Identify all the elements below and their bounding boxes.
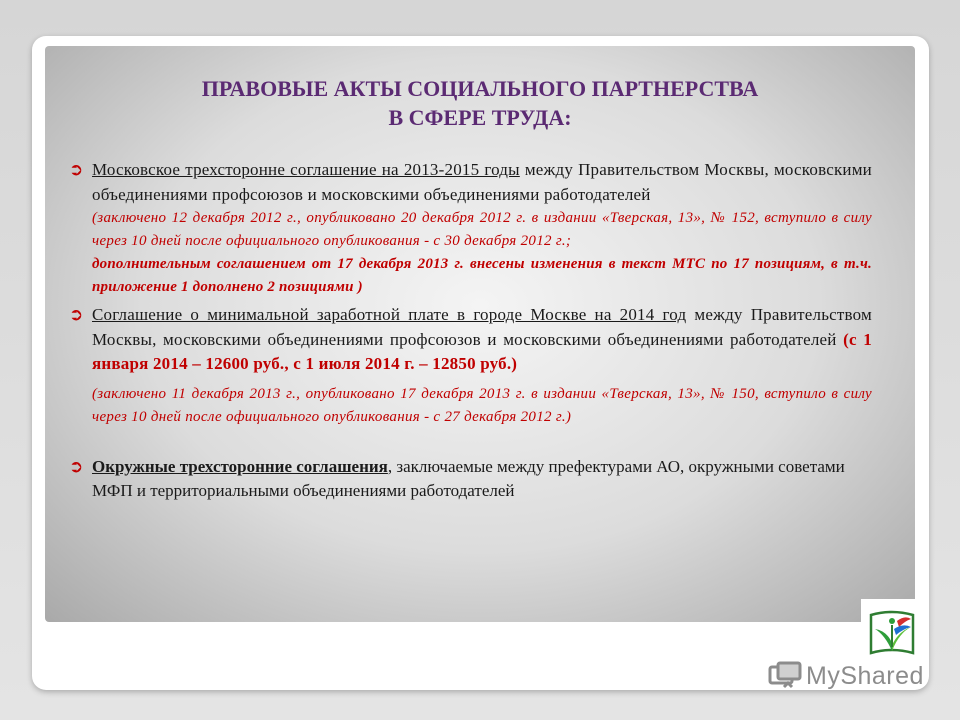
myshared-logo-icon <box>768 661 802 691</box>
circled-arrow-icon: ➲ <box>69 160 84 180</box>
item-heading-link: Соглашение о минимальной заработной плате в городе Москве на 2014 год <box>92 305 687 324</box>
myshared-watermark <box>768 656 928 696</box>
item-heading-link: Московское трехсторонне соглашение на 2013-2015 годы <box>92 160 520 179</box>
item-note-bold: дополнительным соглашением от 17 декабря 2013 г. внесены изменения в текст МТС по 17 позициям, в т.ч. приложение 1 дополнено 2 позициями ) <box>92 256 872 295</box>
item-heading <box>92 455 872 504</box>
slide-content <box>69 158 872 504</box>
item-heading-text: , заключаемые между префектурами АО, окружными советами МФП и территориальными объединениями работодателей <box>92 456 845 500</box>
slide-title <box>45 74 915 132</box>
item-note: (заключено 12 декабря 2012 г., опубликовано 20 декабря 2012 г. в издании «Тверская, 13», № 152, вступило в силу через 10 дней после официального опубликования - с 30 декабря 2012 г.; <box>92 210 872 249</box>
watermark-text: MyShared <box>806 661 924 690</box>
item-heading-text: между Правительством Москвы, московскими объединениями профсоюзов и московскими объединениями работодателей <box>92 305 872 349</box>
list-item-district-agreements <box>69 455 872 504</box>
item-heading-amounts: (с 1 января 2014 – 12600 руб., с 1 июля 2014 г. – 12850 руб.) <box>92 329 872 373</box>
item-heading <box>92 158 872 207</box>
item-heading-text: между Правительством Москвы, московскими объединениями профсоюзов и московскими объединениями работодателей <box>92 160 872 204</box>
circled-arrow-icon: ➲ <box>69 456 84 477</box>
list-item-moscow-agreement <box>69 158 872 299</box>
item-heading <box>92 303 872 377</box>
circled-arrow-icon: ➲ <box>69 305 84 325</box>
list-item-minimum-wage <box>69 303 872 429</box>
title-line-2: В СФЕРЕ ТРУДА: <box>388 105 572 130</box>
item-note: (заключено 11 декабря 2013 г., опубликовано 17 декабря 2013 г. в издании «Тверская, 13», № 150, вступило в силу через 10 дней после официального опубликования - с 27 декабря 2012 г.) <box>92 385 872 425</box>
item-heading-link: Окружные трехсторонние соглашения <box>92 456 388 476</box>
title-line-1: ПРАВОВЫЕ АКТЫ СОЦИАЛЬНОГО ПАРТНЕРСТВА <box>201 76 759 101</box>
